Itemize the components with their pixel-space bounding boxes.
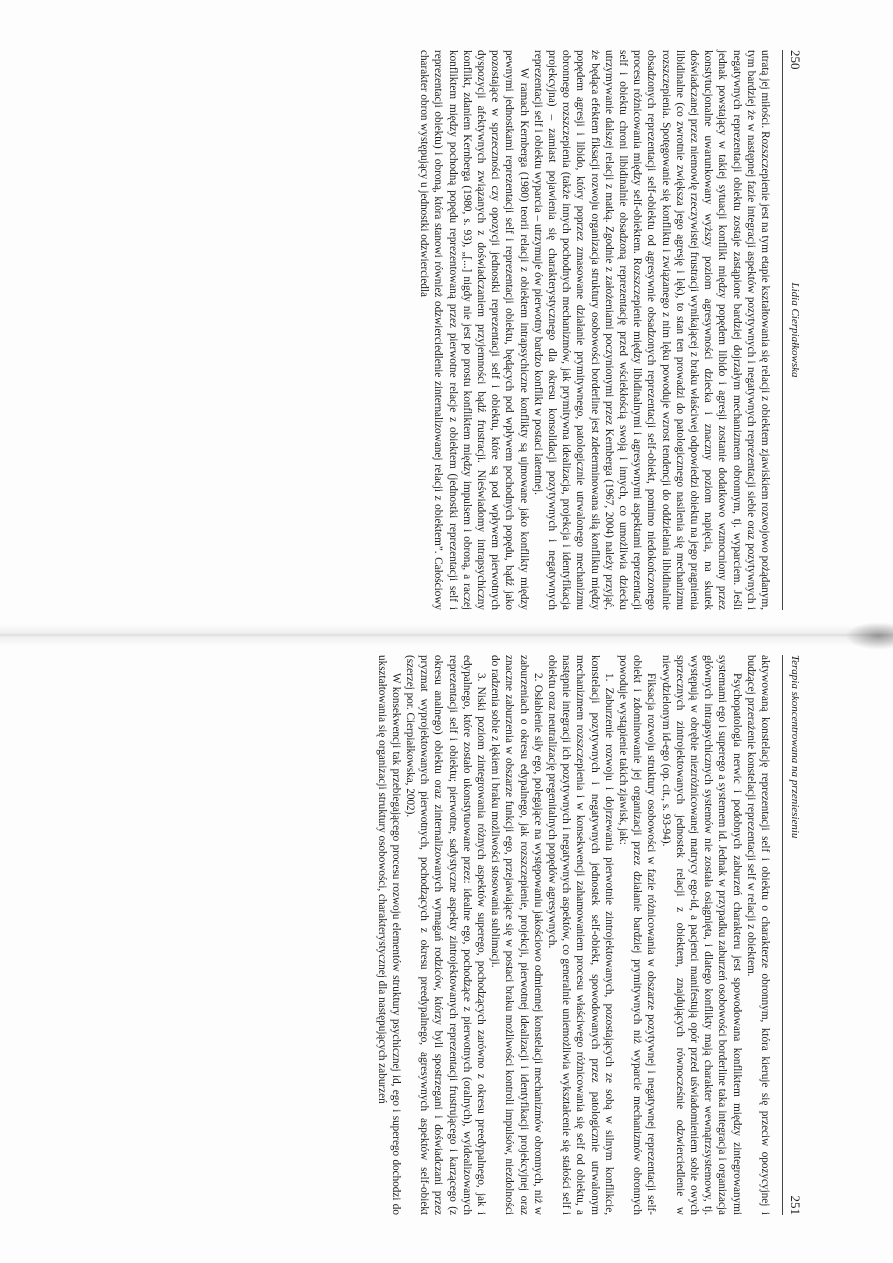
paragraph: W ramach Kernberga (1980) teorii relacji z obiektem intrapsychiczne konflikty są ujmowane jako konflikty między pewnymi jednostkami reprezentacji self i reprezentacji obiektu, będących pod wpływem pochodnych popędu, bądź jako pozostające w sprzeczności czy opozycji jednostki reprezentacji self i obiektu, które są pod wpływem pierwotnych dyspozycji afektywnych związanych z doświadczaniem przyjemności bądź frustracji. Nieświadomy intrapsychiczny konflikt, zdaniem Kernberga (1980, s. 93), „[...] nigdy nie jest po prostu konfliktem między impulsem i obroną, a raczej konfliktem między pochodną popędu reprezentowaną przez pierwotne relacje z obiektem (jednostki reprezentacji self i reprezentacji obiektu) i obroną, która stanowi również odzwierciedlenie zinternalizowanej relacji z obiektem”. Całościowy charakter obron występujący u jednostki odzwierciedla [418, 50, 530, 610]
running-head-author: Lidia Cierpiałkowska [789, 282, 801, 378]
page-250-header [782, 50, 805, 610]
paragraph: 1. Zaburzenie rozwoju i dojrzewania pierwotnie zintrojektowanych, pozostających ze sobą w silnym konflikcie, konstelacji pozytywnych i negatywnych jednostek self-obiekt, spowodowanych przez patologicznie utrwalonym mechanizmem rozszczepienia i w konsekwencji zahamowaniem procesu właściwego różnicowania się self od obiektu, a następnie integracji ich pozytywnych i negatywnych aspektów, co generalnie uniemożliwia wykształcenie się stałości self i obiektu oraz neutralizację pregenitalnych popędów agresywnych. [545, 655, 615, 1215]
page-251-header [782, 655, 805, 1215]
book-gutter-shadow [0, 624, 893, 646]
page-250 [65, 30, 805, 620]
paragraph: Psychopatologia nerwic i podobnych zaburzeń charakteru jest spowodowana konfliktem między zintegrowanymi systemami ego i superego a systemem id. Jednak w przypadku zaburzeń osobowości borderline taka integracja i organizacja głównych intrapsychicznych systemów nie została osiągnięta, i dlatego konflikty mają charakter wewnątrzsystemowy, tj. występują w obrębie niezróżnicowanej matrycy ego-id, a pacjenci manifestują opór przed uświadomieniem sobie owych sprzecznych zintrojektowanych jednostek relacji z obiektem, znajdujących równocześnie odzwierciedlenie w niewydzielonym id-ego (op. cit., s. 93-94). [659, 655, 743, 1215]
book-gutter-edge [845, 622, 893, 650]
page-250-content [85, 50, 805, 610]
page-251-content [85, 655, 805, 1215]
page-251 [65, 655, 805, 1245]
running-head-title: Terapia skoncentrowana na przeniesieniu [789, 655, 801, 839]
page-250-body [417, 50, 772, 610]
paragraph: Fiksacja rozwoju struktury osobowości w fazie różnicowania w obszarze pozytywnej i negatywnej reprezentacji self-obiekt i zdominowanie jej organizacji przez działanie bardziej prymitywnych niż wyparcie mechanizmów obronnych powoduje wystąpienie takich zjawisk, jak: [616, 655, 658, 1215]
paragraph: 3. Niski poziom zintegrowania różnych aspektów superego, pochodzących zarówno z okresu preedypalnego, jak i edypalnego, które zostało ukonstytuowane przez: idealne ego, pochodzące z pierwotnych (oralnych), wyidealizowanych reprezentacji self i obiektu; pierwotne, sadystyczne aspekty zintrojektowanych reprezentacji frustrującego i karzącego (z okresu analnego) obiektu oraz zinternalizowanych wymagań rodziców, którzy byli spostrzegani i doświadczani przez pryzmat wyprojektowanych pierwotnych, pochodzących z okresu preedypalnego, agresywnych aspektów self-obiekt (szerzej por. Cierpiałkowska, 2002). [403, 655, 487, 1215]
page-251-body [374, 655, 772, 1215]
page-number: 251 [788, 1195, 803, 1215]
paragraph: 2. Osłabienie siły ego, polegające na występowaniu jakościowo odmiennej konstelacji mechanizmów obronnych, niż w zaburzeniach o okresu edypalnego, jak rozszczepienie, projekcji, pierwotnej idealizacji i identyfikacji projekcyjnej oraz znaczne zaburzenia w obszarze funkcji ego, przejawiające się w postaci braku możliwości kontroli impulsów, niezdolności do radzenia sobie z lękiem i braku możliwości stosowania sublimacji. [489, 655, 544, 1215]
page-number: 250 [788, 50, 803, 70]
paragraph: utratą jej miłości. Rozszczepienie jest na tym etapie kształtowania się relacji z obiektem zjawiskiem rozwojowo pożądanym, tym bardziej że w następnej fazie integracji aspektów pozytywnych i negatywnych reprezentacji siebie oraz pozytywnych i negatywnych reprezentacji obiektu zostaje zastąpione bardziej dojrzałym mechanizmem obronnym, tj. wyparciem. Jeśli jednak powstający w takiej sytuacji konflikt między popędem libido i agresji zostanie dodatkowo wzmocniony przez konstytucjonalne uwarunkowany wyższy poziom agresywności dziecka i znaczny poziom napięcia, na skutek doświadczanej przez niemowlę rzeczywistej frustracji wynikającej z braku właściwej odpowiedzi obiektu na jego pragnienia libidinalne (co zwrotnie zwiększa jego agresję i lęk), to stan ten prowadzi do patologicznego nasilenia się mechanizmu rozszczepienia. Spotęgowanie się konfliktu i związanego z nim lęku powoduje wzrost tendencji do oddzielania libidinalnie obsadzonych reprezentacji self-obiektu od agresywnie obsadzonych reprezentacji self-obiekt, pomimo niedokończonego procesu różnicowania między self-obiektem. Rozszczepienie między libidinalnymi i agresywnymi aspektami reprezentacji self i obiektu chroni libidinalnie obsadzoną reprezentację przed wściekłością swoją i innych, co umożliwia dziecku utrzymywanie dalszej relacji z matką. Zgodnie z założeniami poczynionymi przez Kernberga (1967, 2004) należy przyjąć, że będąca efektem fiksacji rozwoju organizacja struktury osobowości borderline jest zdeterminowana siłą konfliktu między popędem agresji i libido, który poprzez zmasowane działanie prymitywnego, patologicznie utrwalonego mechanizmu obronnego rozszczepienia (także innych pochodnych mechanizmów, jak prymitywna idealizacja, projekcja i identyfikacja projekcyjna) – zamiast pojawienia się charakterystycznego dla okresu konsolidacji pozytywnych i negatywnych reprezentacji self i obiektu wyparcia – utrzymuje ów pierwotny bardzo konflikt w postaci latentnej. [531, 50, 771, 610]
paragraph: aktywowaną konstelację reprezentacji self i obiektu o charakterze obronnym, która kieruje się przeciw opozycyjnej i budzącej przerażenie konstelacji reprezentacji self w relacji z obiektem. [744, 655, 771, 1215]
paragraph: W konsekwencji tak przebiegającego procesu rozwoju elementów struktury psychicznej id, ego i superego dochodzi do ukształtowania się organizacji struktury osobowości, charakterystycznej dla następujących zaburzeń [375, 655, 402, 1215]
